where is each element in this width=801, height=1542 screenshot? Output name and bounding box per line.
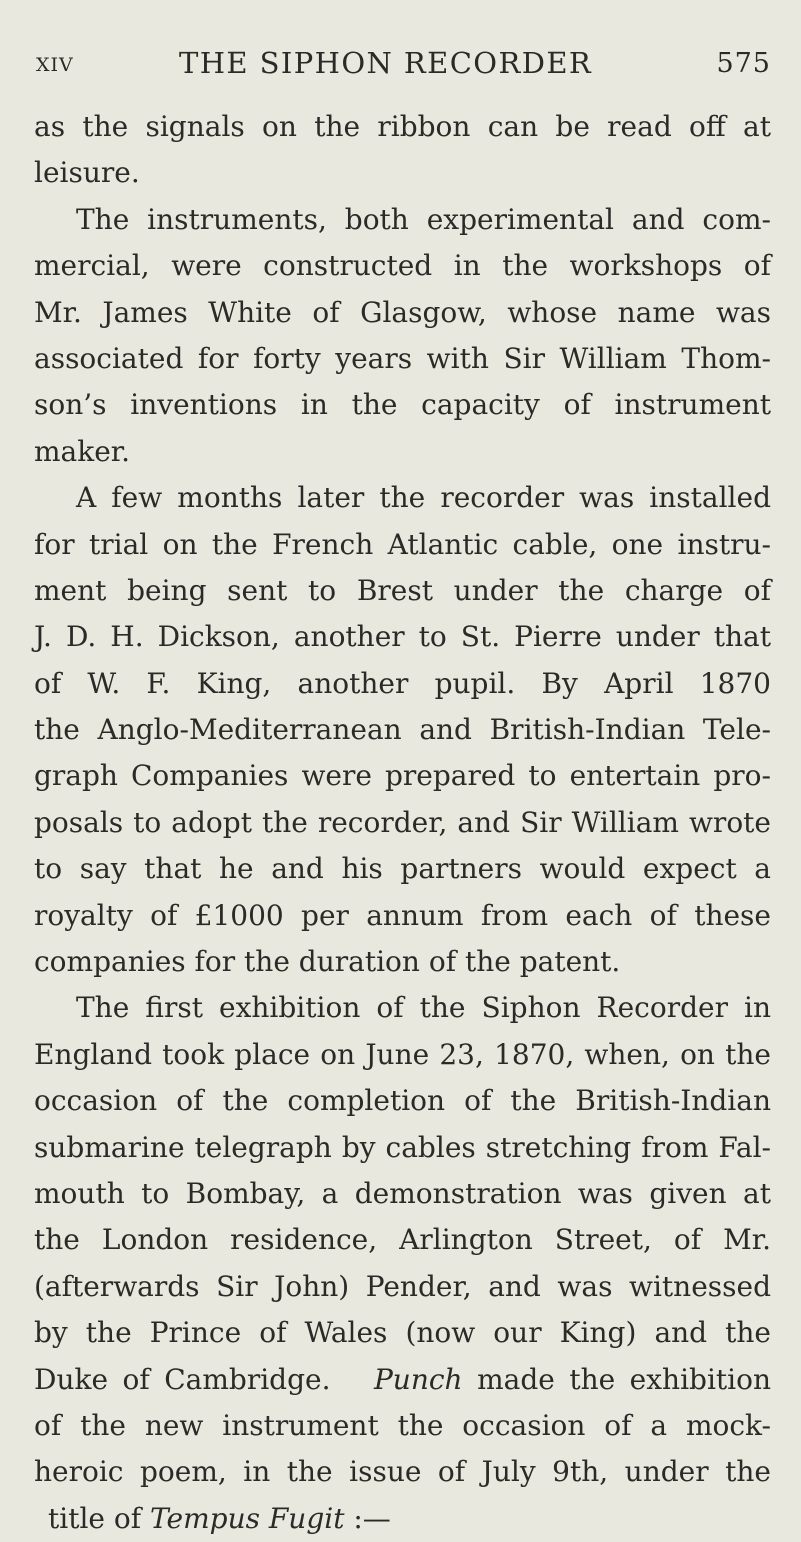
italic-title: Tempus Fugit	[150, 1501, 345, 1535]
text-line-mixed	[34, 1496, 771, 1542]
text-line: companies for the duration of the patent.	[34, 945, 621, 979]
text-line: submarine telegraph by cables stretching from Fal-	[34, 1130, 771, 1164]
text-fragment: Duke of Cambridge.	[34, 1362, 331, 1396]
body-text	[34, 104, 771, 1542]
text-line: England took place on June 23, 1870, when, on the	[34, 1037, 771, 1071]
text-line: to say that he and his partners would expect a	[34, 852, 771, 886]
text-line: the London residence, Arlington Street, of Mr.	[34, 1223, 771, 1257]
text-line: the Anglo-Mediterranean and British-Indian Tele-	[34, 713, 771, 747]
text-line: for trial on the French Atlantic cable, one instru-	[34, 527, 771, 561]
text-line: The first exhibition of the Siphon Recorder in	[76, 991, 771, 1025]
text-fragment: made the exhibition	[462, 1362, 771, 1396]
text-fragment: title of	[48, 1501, 151, 1535]
chapter-number: XIV	[36, 54, 74, 76]
text-line: Mr. James White of Glasgow, whose name was	[34, 295, 771, 329]
text-line: occasion of the completion of the British-Indian	[34, 1084, 771, 1118]
text-line: heroic poem, in the issue of July 9th, under the	[34, 1455, 771, 1489]
text-line: mercial, were constructed in the workshops of	[34, 249, 771, 283]
text-line: by the Prince of Wales (now our King) and the	[34, 1316, 771, 1350]
text-line: maker.	[34, 434, 130, 468]
text-fragment: :—	[344, 1501, 391, 1535]
text-line: royalty of £1000 per annum from each of these	[34, 898, 771, 932]
text-line: graph Companies were prepared to entertain pro-	[34, 759, 771, 793]
text-line: The instruments, both experimental and com-	[76, 202, 771, 236]
text-line: associated for forty years with Sir William Thom-	[34, 341, 771, 375]
text-line: (afterwards Sir John) Pender, and was witnessed	[34, 1269, 771, 1303]
text-line: posals to adopt the recorder, and Sir William wrote	[34, 805, 771, 839]
page-number: 575	[716, 48, 771, 79]
text-line: ment being sent to Brest under the charge of	[34, 573, 771, 607]
text-line: leisure.	[34, 156, 140, 190]
italic-title: Punch	[373, 1362, 463, 1396]
running-header	[36, 44, 771, 84]
text-line: A few months later the recorder was installed	[76, 481, 771, 515]
text-line: of W. F. King, another pupil. By April 1870	[34, 666, 771, 700]
text-line: J. D. H. Dickson, another to St. Pierre under that	[34, 620, 771, 654]
text-line-mixed	[34, 1357, 771, 1403]
text-line: son’s inventions in the capacity of instrument	[34, 388, 771, 422]
text-line: as the signals on the ribbon can be read off at	[34, 110, 771, 143]
text-line: mouth to Bombay, a demonstration was given at	[34, 1176, 771, 1210]
running-title: THE SIPHON RECORDER	[179, 46, 593, 80]
text-line: of the new instrument the occasion of a mock-	[34, 1408, 771, 1442]
